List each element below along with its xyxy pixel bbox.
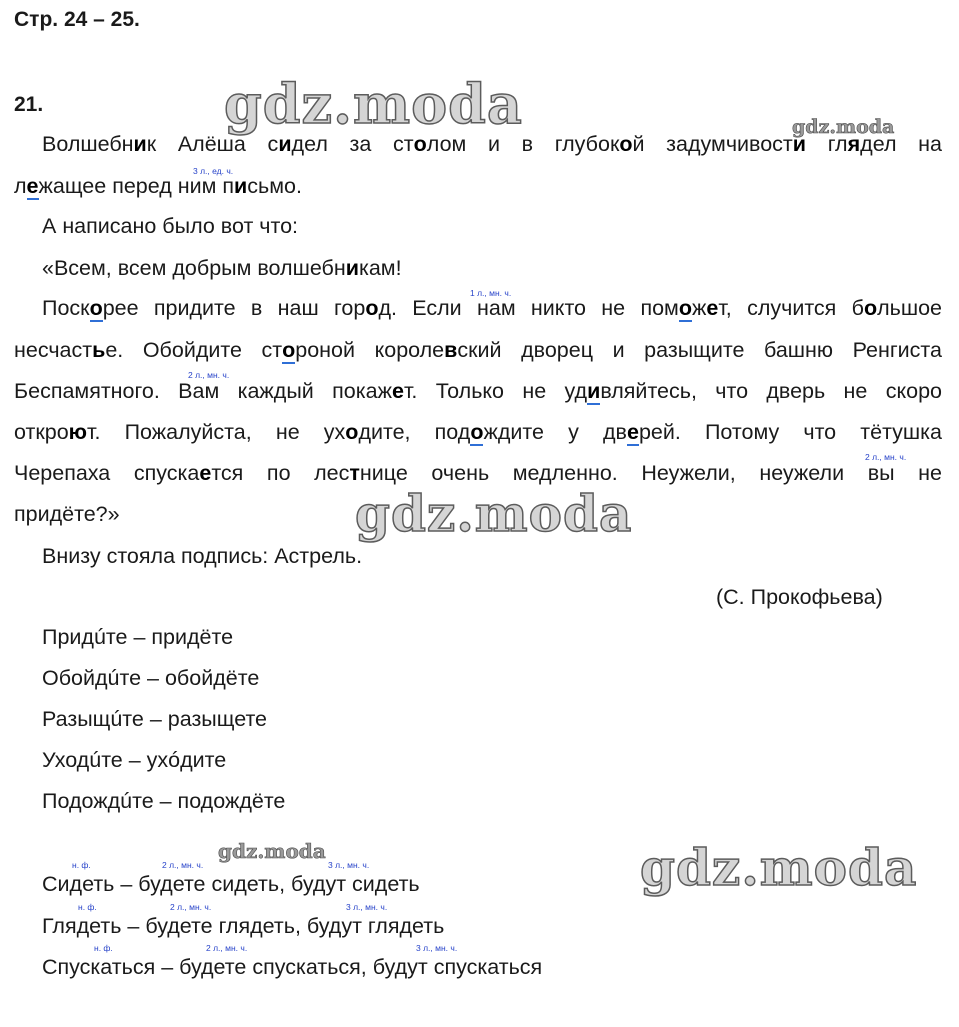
text-line: несчастье. Обойдите стороной королевский дворец и разыщите башню Ренгиста — [14, 338, 942, 362]
task-number: 21. — [14, 93, 44, 116]
grammar-note: 2 л., мн. ч. — [865, 452, 907, 462]
grammar-note: 2 л., мн. ч. — [206, 943, 248, 953]
grammar-note: н. ф. — [78, 902, 97, 912]
watermark-logo-small: gdz.moda — [218, 839, 326, 863]
grammar-note: 3 л., мн. ч. — [328, 860, 370, 870]
watermark-logo: gdz.moda — [355, 484, 633, 543]
watermark-logo: gdz.moda — [224, 72, 523, 136]
grammar-note: н. ф. — [94, 943, 113, 953]
text-line: придёте?» — [14, 502, 120, 526]
text-line: лежащее перед ним письмо. — [14, 174, 302, 198]
watermark-logo-small: gdz.moda — [792, 116, 895, 138]
grammar-note: н. ф. — [72, 860, 91, 870]
text-line: откроют. Пожалуйста, не уходите, подождите у дверей. Потому что тётушка — [14, 420, 942, 444]
stress-pair: Уходúте – ухóдите — [42, 748, 227, 772]
page-reference: Стр. 24 – 25. — [14, 8, 140, 31]
grammar-note: 2 л., мн. ч. — [162, 860, 204, 870]
verb-forms: Сидеть – будете сидеть, будут сидеть — [42, 872, 420, 896]
text-line: Внизу стояла подпись: Астрель. — [42, 544, 363, 568]
text-line: Поскорее придите в наш город. Если нам никто не поможет, случится большое — [42, 296, 943, 320]
grammar-note: 1 л., мн. ч. — [470, 288, 512, 298]
grammar-note: 3 л., ед. ч. — [193, 166, 234, 176]
text-line: Волшебник Алёша сидел за столом и в глубокой задумчивости глядел на — [42, 132, 942, 156]
author-credit: (С. Прокофьева) — [716, 585, 883, 609]
grammar-note: 3 л., мн. ч. — [346, 902, 388, 912]
text-line: «Всем, всем добрым волшебникам! — [42, 256, 402, 280]
stress-pair: Разыщúте – разыщете — [42, 707, 268, 731]
stress-pair: Подождúте – подождёте — [42, 789, 286, 813]
grammar-note: 3 л., мн. ч. — [416, 943, 458, 953]
verb-forms: Глядеть – будете глядеть, будут глядеть — [42, 914, 445, 938]
text-line: Черепаха спускается по лестнице очень медленно. Неужели, неужели вы не — [14, 461, 942, 485]
verb-forms: Спускаться – будете спускаться, будут спускаться — [42, 955, 543, 979]
stress-pair: Обойдúте – обойдёте — [42, 666, 260, 690]
grammar-note: 2 л., мн. ч. — [188, 370, 230, 380]
text-line: Беспамятного. Вам каждый покажет. Только не удивляйтесь, что дверь не скоро — [14, 379, 942, 403]
text-line: А написано было вот что: — [42, 214, 299, 238]
grammar-note: 2 л., мн. ч. — [170, 902, 212, 912]
stress-pair: Придúте – придёте — [42, 625, 234, 649]
watermark-logo: gdz.moda — [640, 838, 918, 897]
